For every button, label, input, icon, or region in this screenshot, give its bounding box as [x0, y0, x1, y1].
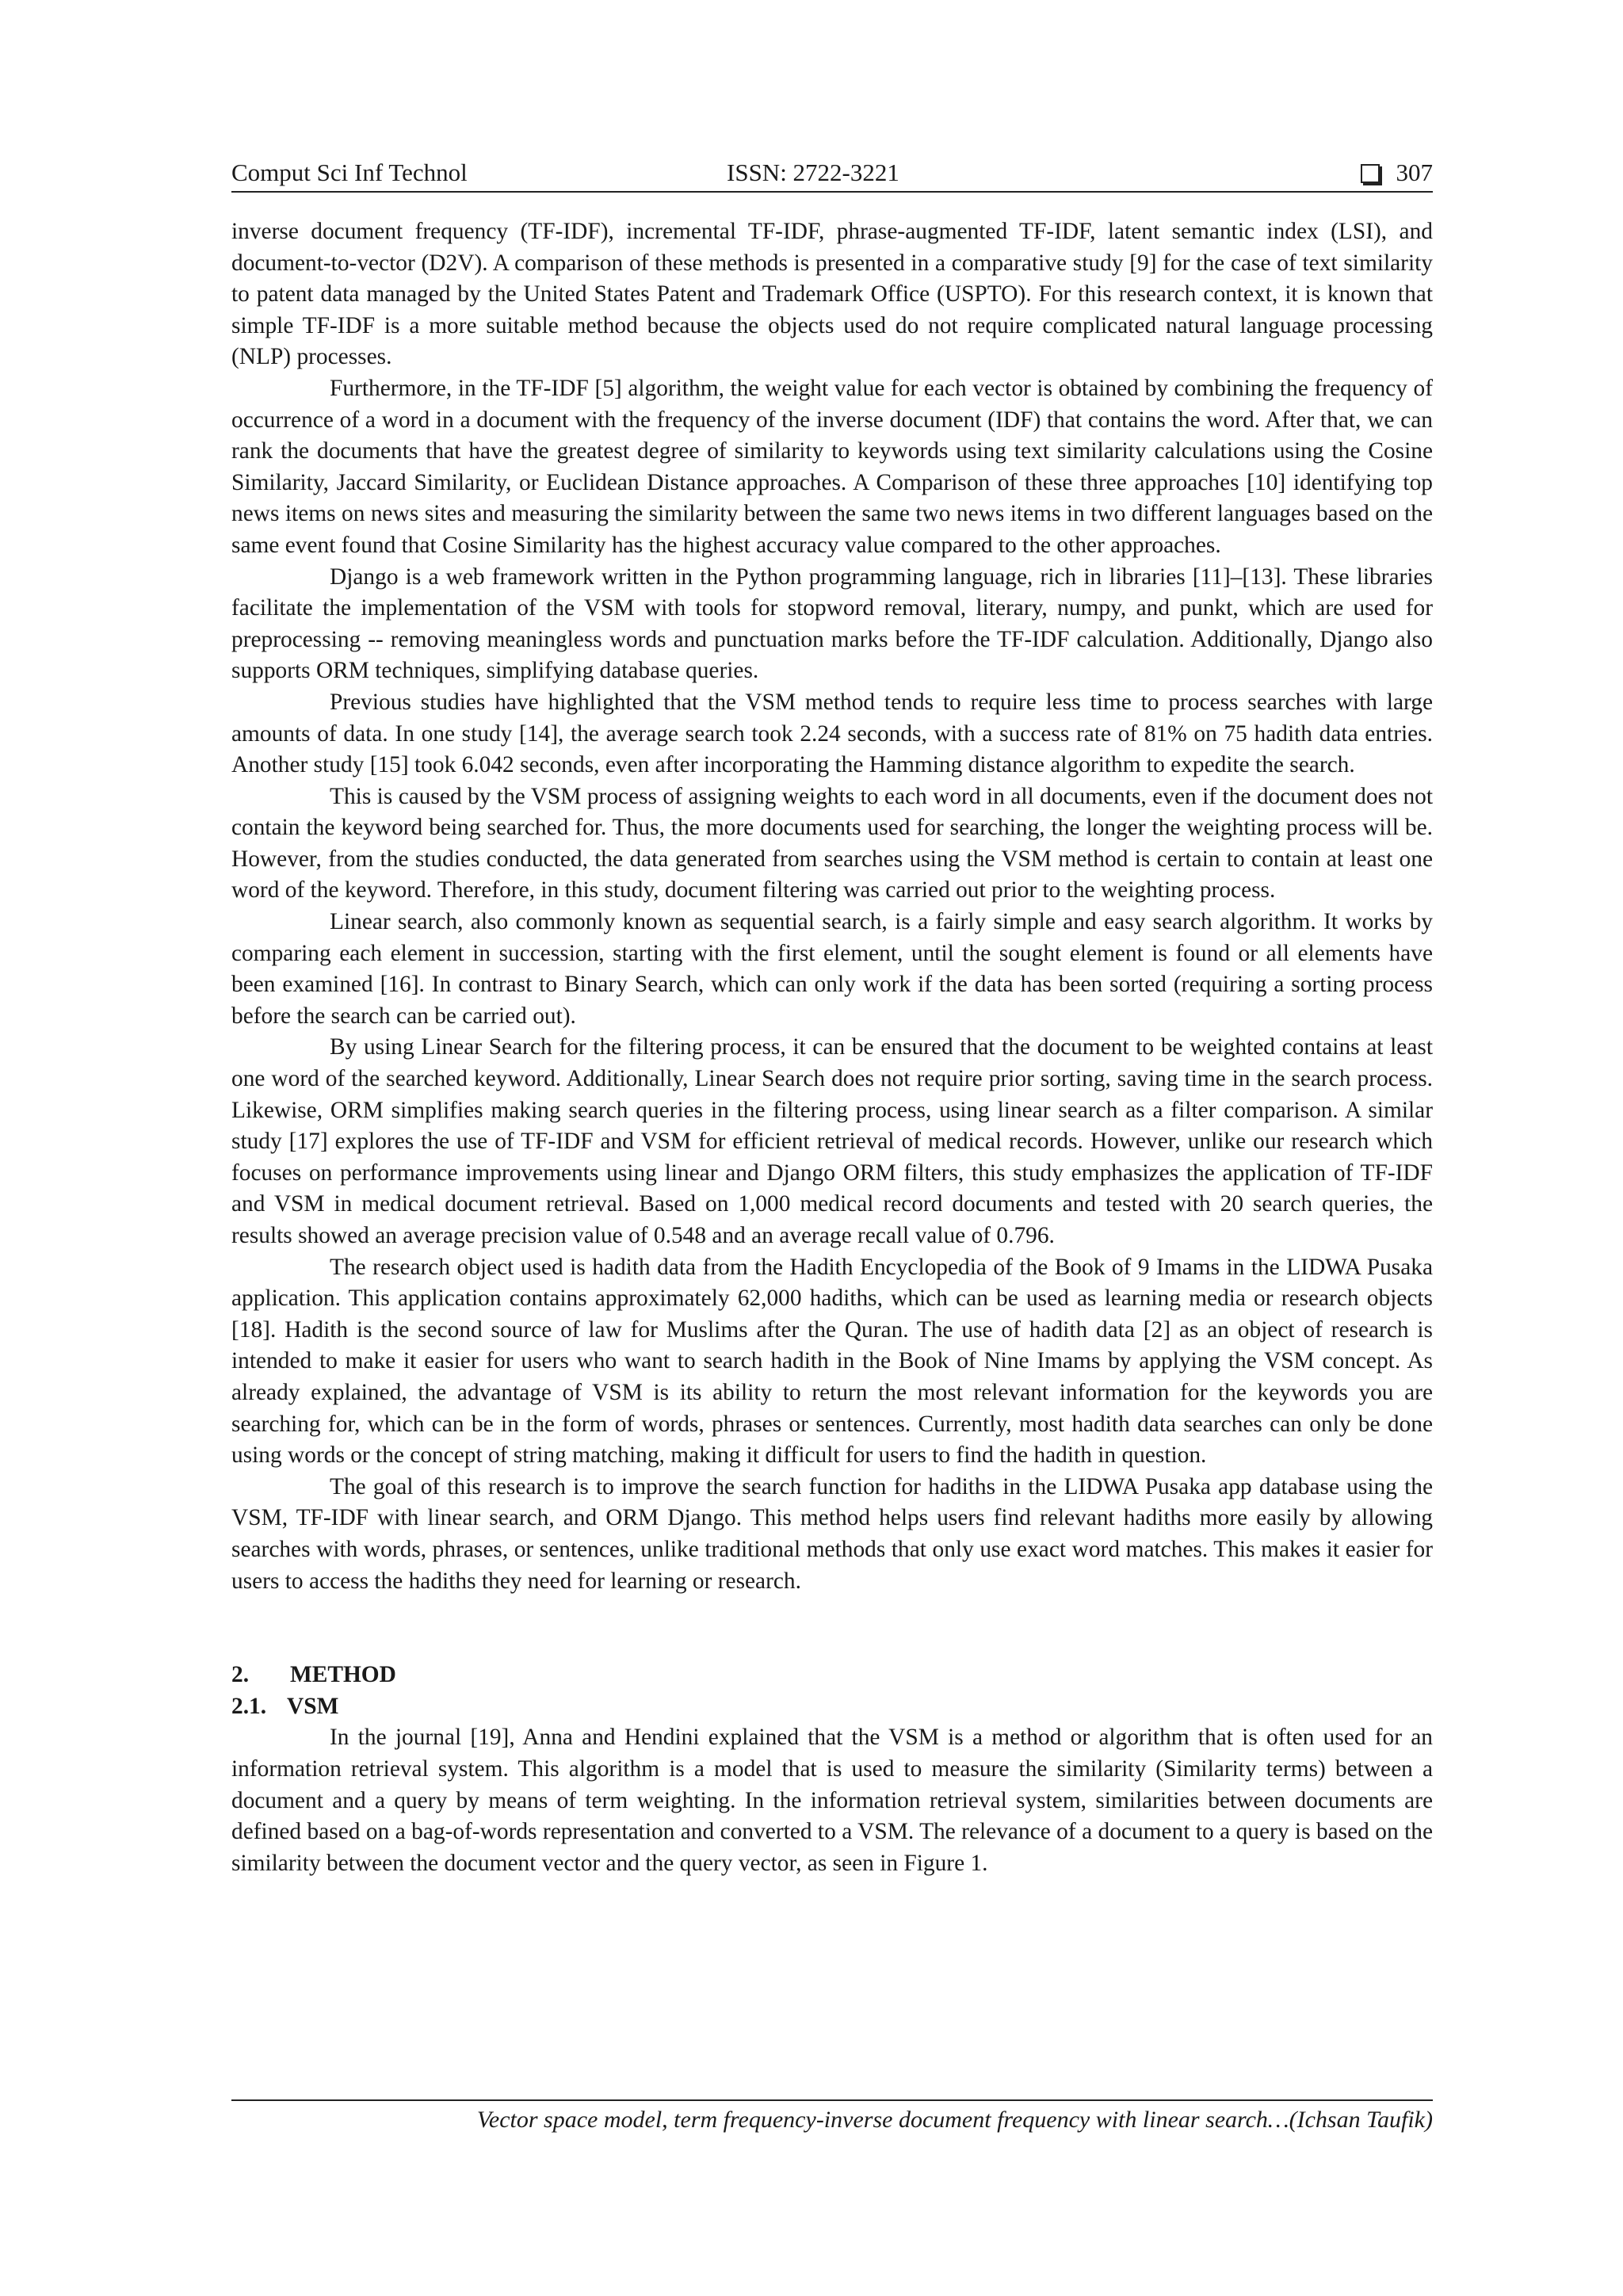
subsection-number: 2.1.: [231, 1693, 267, 1719]
body-paragraph-3: Django is a web framework written in the Python programming language, rich in libraries [11]–[13]. These libraries facilitate the implementation of the VSM with tools for stopword removal, literary, numpy, and punkt, which are used for preprocessing -- removing meaningless words and punctuation marks before the TF-IDF calculation. Additionally, Django also supports ORM techniques, simplifying database queries.: [231, 563, 1433, 684]
section-number: 2.: [231, 1662, 250, 1688]
method-paragraph: In the journal [19], Anna and Hendini explained that the VSM is a method or algorithm that is often used for an information retrieval system. This algorithm is a model that is used to measure the similarity (Similarity terms) between a document and a query by means of term weighting. In the information retrieval system, similarities between documents are defined based on a bag-of-words representation and converted to a VSM. The relevance of a document to a query is based on the similarity between the document vector and the query vector, as seen in Figure 1.: [231, 1725, 1433, 1876]
subsection-title: VSM: [287, 1693, 339, 1719]
page-body: [231, 216, 1433, 1879]
running-head: Vector space model, term frequency-inverse document frequency with linear search…(Ichsan Taufik): [476, 2107, 1433, 2133]
journal-name: Comput Sci Inf Technol: [231, 159, 468, 186]
body-paragraph-8: The research object used is hadith data from the Hadith Encyclopedia of the Book of 9 Imams in the LIDWA Pusaka application. This application contains approximately 62,000 hadiths, which can be used as learning media or research objects [18]. Hadith is the second source of law for Muslims after the Quran. The use of hadith data [2] as an object of research is intended to make it easier for users who want to search hadith in the Book of Nine Imams by applying the VSM concept. As already explained, the advantage of VSM is its ability to return the most relevant information for the keywords you are searching for, which can be in the form of words, phrases or sentences. Currently, most hadith data searches can only be done using words or the concept of string matching, making it difficult for users to find the hadith in question.: [231, 1254, 1433, 1469]
section-title: METHOD: [290, 1662, 396, 1688]
body-paragraph-2: Furthermore, in the TF-IDF [5] algorithm, the weight value for each vector is obtained by combining the frequency of occurrence of a word in a document with the frequency of the inverse document (IDF) that contains the word. After that, we can rank the documents that have the greatest degree of similarity to keywords using text similarity calculations using the Cosine Similarity, Jaccard Similarity, or Euclidean Distance approaches. A Comparison of these three approaches [10] identifying top news items on news sites and measuring the similarity between the same two news items in two different languages based on the same event found that Cosine Similarity has the highest accuracy value compared to the other approaches.: [231, 375, 1433, 558]
subsection-heading: [231, 1691, 1433, 1723]
body-paragraph-5: This is caused by the VSM process of assigning weights to each word in all documents, even if the document does not contain the keyword being searched for. Thus, the more documents used for searching, the longer the weighting process will be. However, from the studies conducted, the data generated from searches using the VSM method is certain to contain at least one word of the keyword. Therefore, in this study, document filtering was carried out prior to the weighting process.: [231, 783, 1433, 904]
issn-label: ISSN: 2722-3221: [727, 159, 899, 186]
section-spacer: [231, 1597, 1433, 1660]
body-paragraph-7: By using Linear Search for the filtering process, it can be ensured that the document to be weighted contains at least one word of the searched keyword. Additionally, Linear Search does not require prior sorting, saving time in the search process. Likewise, ORM simplifies making search queries in the filtering process, using linear search as a filter comparison. A similar study [17] explores the use of TF-IDF and VSM for efficient retrieval of medical records. However, unlike our research which focuses on performance improvements using linear and Django ORM filters, this study emphasizes the application of TF-IDF and VSM in medical document retrieval. Based on 1,000 medical record documents and tested with 20 search queries, the results showed an average precision value of 0.548 and an average recall value of 0.796.: [231, 1034, 1433, 1248]
body-paragraph-6: Linear search, also commonly known as sequential search, is a fairly simple and easy search algorithm. It works by comparing each element in succession, starting with the first element, until the sought element is found or all elements have been examined [16]. In contrast to Binary Search, which can only work if the data has been sorted (requiring a sorting process before the search can be carried out).: [231, 909, 1433, 1029]
page-header: [231, 155, 1433, 193]
page-footer: [231, 2099, 1433, 2137]
checkbox-square-icon: [1361, 164, 1380, 183]
body-paragraph-1: inverse document frequency (TF-IDF), incremental TF-IDF, phrase-augmented TF-IDF, latent semantic index (LSI), and document-to-vector (D2V). A comparison of these methods is presented in a comparative study [9] for the case of text similarity to patent data managed by the United States Patent and Trademark Office (USPTO). For this research context, it is known that simple TF-IDF is a more suitable method because the objects used do not require complicated natural language processing (NLP) processes.: [231, 219, 1433, 370]
body-paragraph-4: Previous studies have highlighted that the VSM method tends to require less time to process searches with large amounts of data. In one study [14], the average search took 2.24 seconds, with a success rate of 81% on 75 hadith data entries. Another study [15] took 6.042 seconds, even after incorporating the Hamming distance algorithm to expedite the search.: [231, 689, 1433, 778]
page-number: 307: [1396, 159, 1433, 186]
body-paragraph-9: The goal of this research is to improve the search function for hadiths in the LIDWA Pusaka app database using the VSM, TF-IDF with linear search, and ORM Django. This method helps users find relevant hadiths more easily by allowing searches with words, phrases, or sentences, unlike traditional methods that only use exact word matches. This makes it easier for users to access the hadiths they need for learning or research.: [231, 1473, 1433, 1594]
section-heading: [231, 1660, 1433, 1691]
